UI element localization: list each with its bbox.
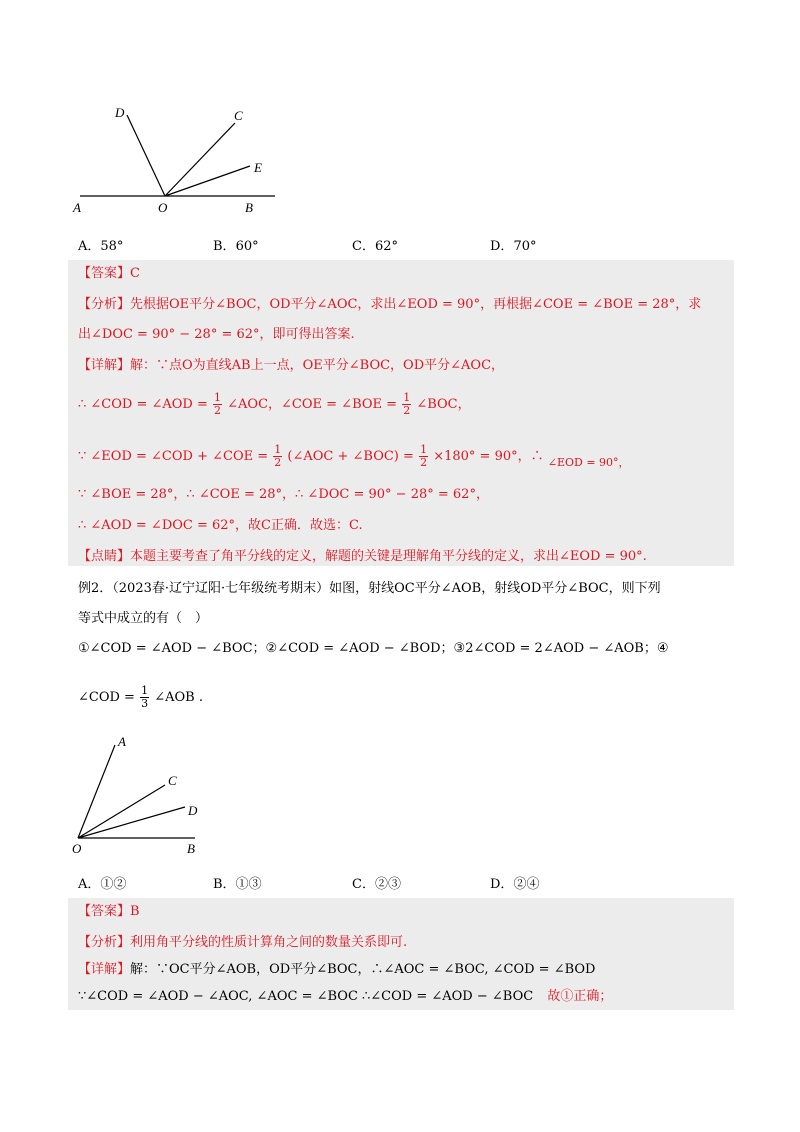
detail-text: 解：∵点O为直线AB上一点，OE平分∠BOC，OD平分∠AOC， <box>130 358 505 373</box>
q1-answer <box>78 265 140 283</box>
example2-line3: ①∠COD = ∠AOD − ∠BOC；②∠COD = ∠AOD − ∠BOD；③2∠COD = 2∠AOD − ∠AOB；④ <box>78 641 669 656</box>
label-b: B <box>187 841 195 856</box>
ray-od <box>127 115 165 196</box>
q1-analysis-line1 <box>78 296 701 314</box>
fraction-half: $\frac{1}{2}$ <box>420 443 428 469</box>
analysis-text: 利用角平分线的性质计算角之间的数量关系即可. <box>130 935 408 950</box>
comment-text: 本题主要考查了角平分线的定义，解题的关键是理解角平分线的定义，求出∠EOD = 90°. <box>130 549 647 564</box>
q1-comment <box>78 548 647 566</box>
option-c[interactable]: C．②③ <box>352 877 401 892</box>
detail-tag: 【详解】 <box>78 962 131 977</box>
analysis-tag: 【分析】 <box>78 297 131 312</box>
label-a: A <box>73 200 81 215</box>
example2-line2: 等式中成立的有（ ） <box>78 611 209 626</box>
ray-oc <box>78 785 165 838</box>
detail-tag: 【详解】 <box>78 358 131 373</box>
analysis-tag: 【分析】 <box>78 935 131 950</box>
analysis-text: 先根据OE平分∠BOC，OD平分∠AOC，求出∠EOD = 90°，再根据∠COE = ∠BOE = 28°，求 <box>130 297 702 312</box>
fraction-third: $\frac{1}{3}$ <box>141 684 149 710</box>
fraction-half: $\frac{1}{2}$ <box>274 443 282 469</box>
ray-oa <box>78 745 115 838</box>
answer-tag: 【答案】 <box>78 266 131 281</box>
label-d: D <box>115 105 125 120</box>
ray-oe <box>165 166 250 196</box>
label-o: O <box>158 200 168 215</box>
label-b: B <box>245 200 253 215</box>
detail-text-2: ∵∠COD = ∠AOD − ∠AOC, ∠AOC = ∠BOC ∴∠COD = ∠AOD − ∠BOC <box>78 989 534 1004</box>
option-a[interactable]: A．①② <box>78 877 127 892</box>
option-a[interactable]: A．58° <box>78 239 124 254</box>
q2-analysis <box>78 934 407 952</box>
detail-text: 解：∵OC平分∠AOB，OD平分∠BOC，∴∠AOC = ∠BOC, ∠COD = ∠BOD <box>130 962 596 977</box>
q1-detail-line1 <box>78 357 504 375</box>
q1-analysis-line2 <box>78 326 355 344</box>
option-b[interactable]: B．①③ <box>213 877 262 892</box>
q1-detail-line5: ∴ ∠AOD = ∠DOC = 62°，故C正确．故选：C. <box>78 518 363 533</box>
answer-value: C <box>130 266 140 281</box>
q1-detail-line3: ∵ ∠EOD = ∠COD + ∠COE = $\frac{1}{2}$ (∠AOC + ∠BOC) = $\frac{1}{2}$ ×180° = 90°，∴ $_{\angle EOD = 90^\circ,}$ <box>78 443 630 469</box>
figure-2 <box>60 725 220 860</box>
figure-1 <box>60 95 290 220</box>
detail-conclusion: 故①正确； <box>547 989 613 1004</box>
label-c: C <box>234 108 243 123</box>
fraction-half: $\frac{1}{2}$ <box>214 391 222 417</box>
answer-value: B <box>130 904 140 919</box>
q2-answer <box>78 903 140 921</box>
label-e: E <box>254 160 262 175</box>
answer-tag: 【答案】 <box>78 904 131 919</box>
q2-detail-line1 <box>78 961 595 979</box>
q1-detail-line2: ∴ ∠COD = ∠AOD = $\frac{1}{2}$ ∠AOC，∠COE = ∠BOE = $\frac{1}{2}$ ∠BOC， <box>78 391 471 417</box>
ray-oc <box>165 123 235 196</box>
example2-line1: 例2．（2023春·辽宁辽阳·七年级统考期末）如图，射线OC平分∠AOB，射线OD平分∠BOC，则下列 <box>78 581 661 596</box>
fraction-half: $\frac{1}{2}$ <box>403 391 411 417</box>
comment-tag: 【点睛】 <box>78 549 131 564</box>
label-d: D <box>188 803 198 818</box>
q1-detail-line4: ∵ ∠BOE = 28°，∴ ∠COE = 28°，∴ ∠DOC = 90° − 28° = 62°， <box>78 487 489 502</box>
ray-od <box>78 807 185 838</box>
label-a: A <box>118 734 126 749</box>
option-d[interactable]: D．②④ <box>490 877 540 892</box>
example2-line4: ∠COD = $\frac{1}{3}$ ∠AOB . <box>78 684 203 710</box>
label-o: O <box>72 841 82 856</box>
option-b[interactable]: B．60° <box>213 239 259 254</box>
option-d[interactable]: D．70° <box>490 239 537 254</box>
label-c: C <box>168 773 177 788</box>
option-c[interactable]: C．62° <box>352 239 398 254</box>
analysis-text-2: 出∠DOC = 90° − 28° = 62°，即可得出答案. <box>78 327 355 342</box>
q2-detail-line2 <box>78 988 612 1006</box>
